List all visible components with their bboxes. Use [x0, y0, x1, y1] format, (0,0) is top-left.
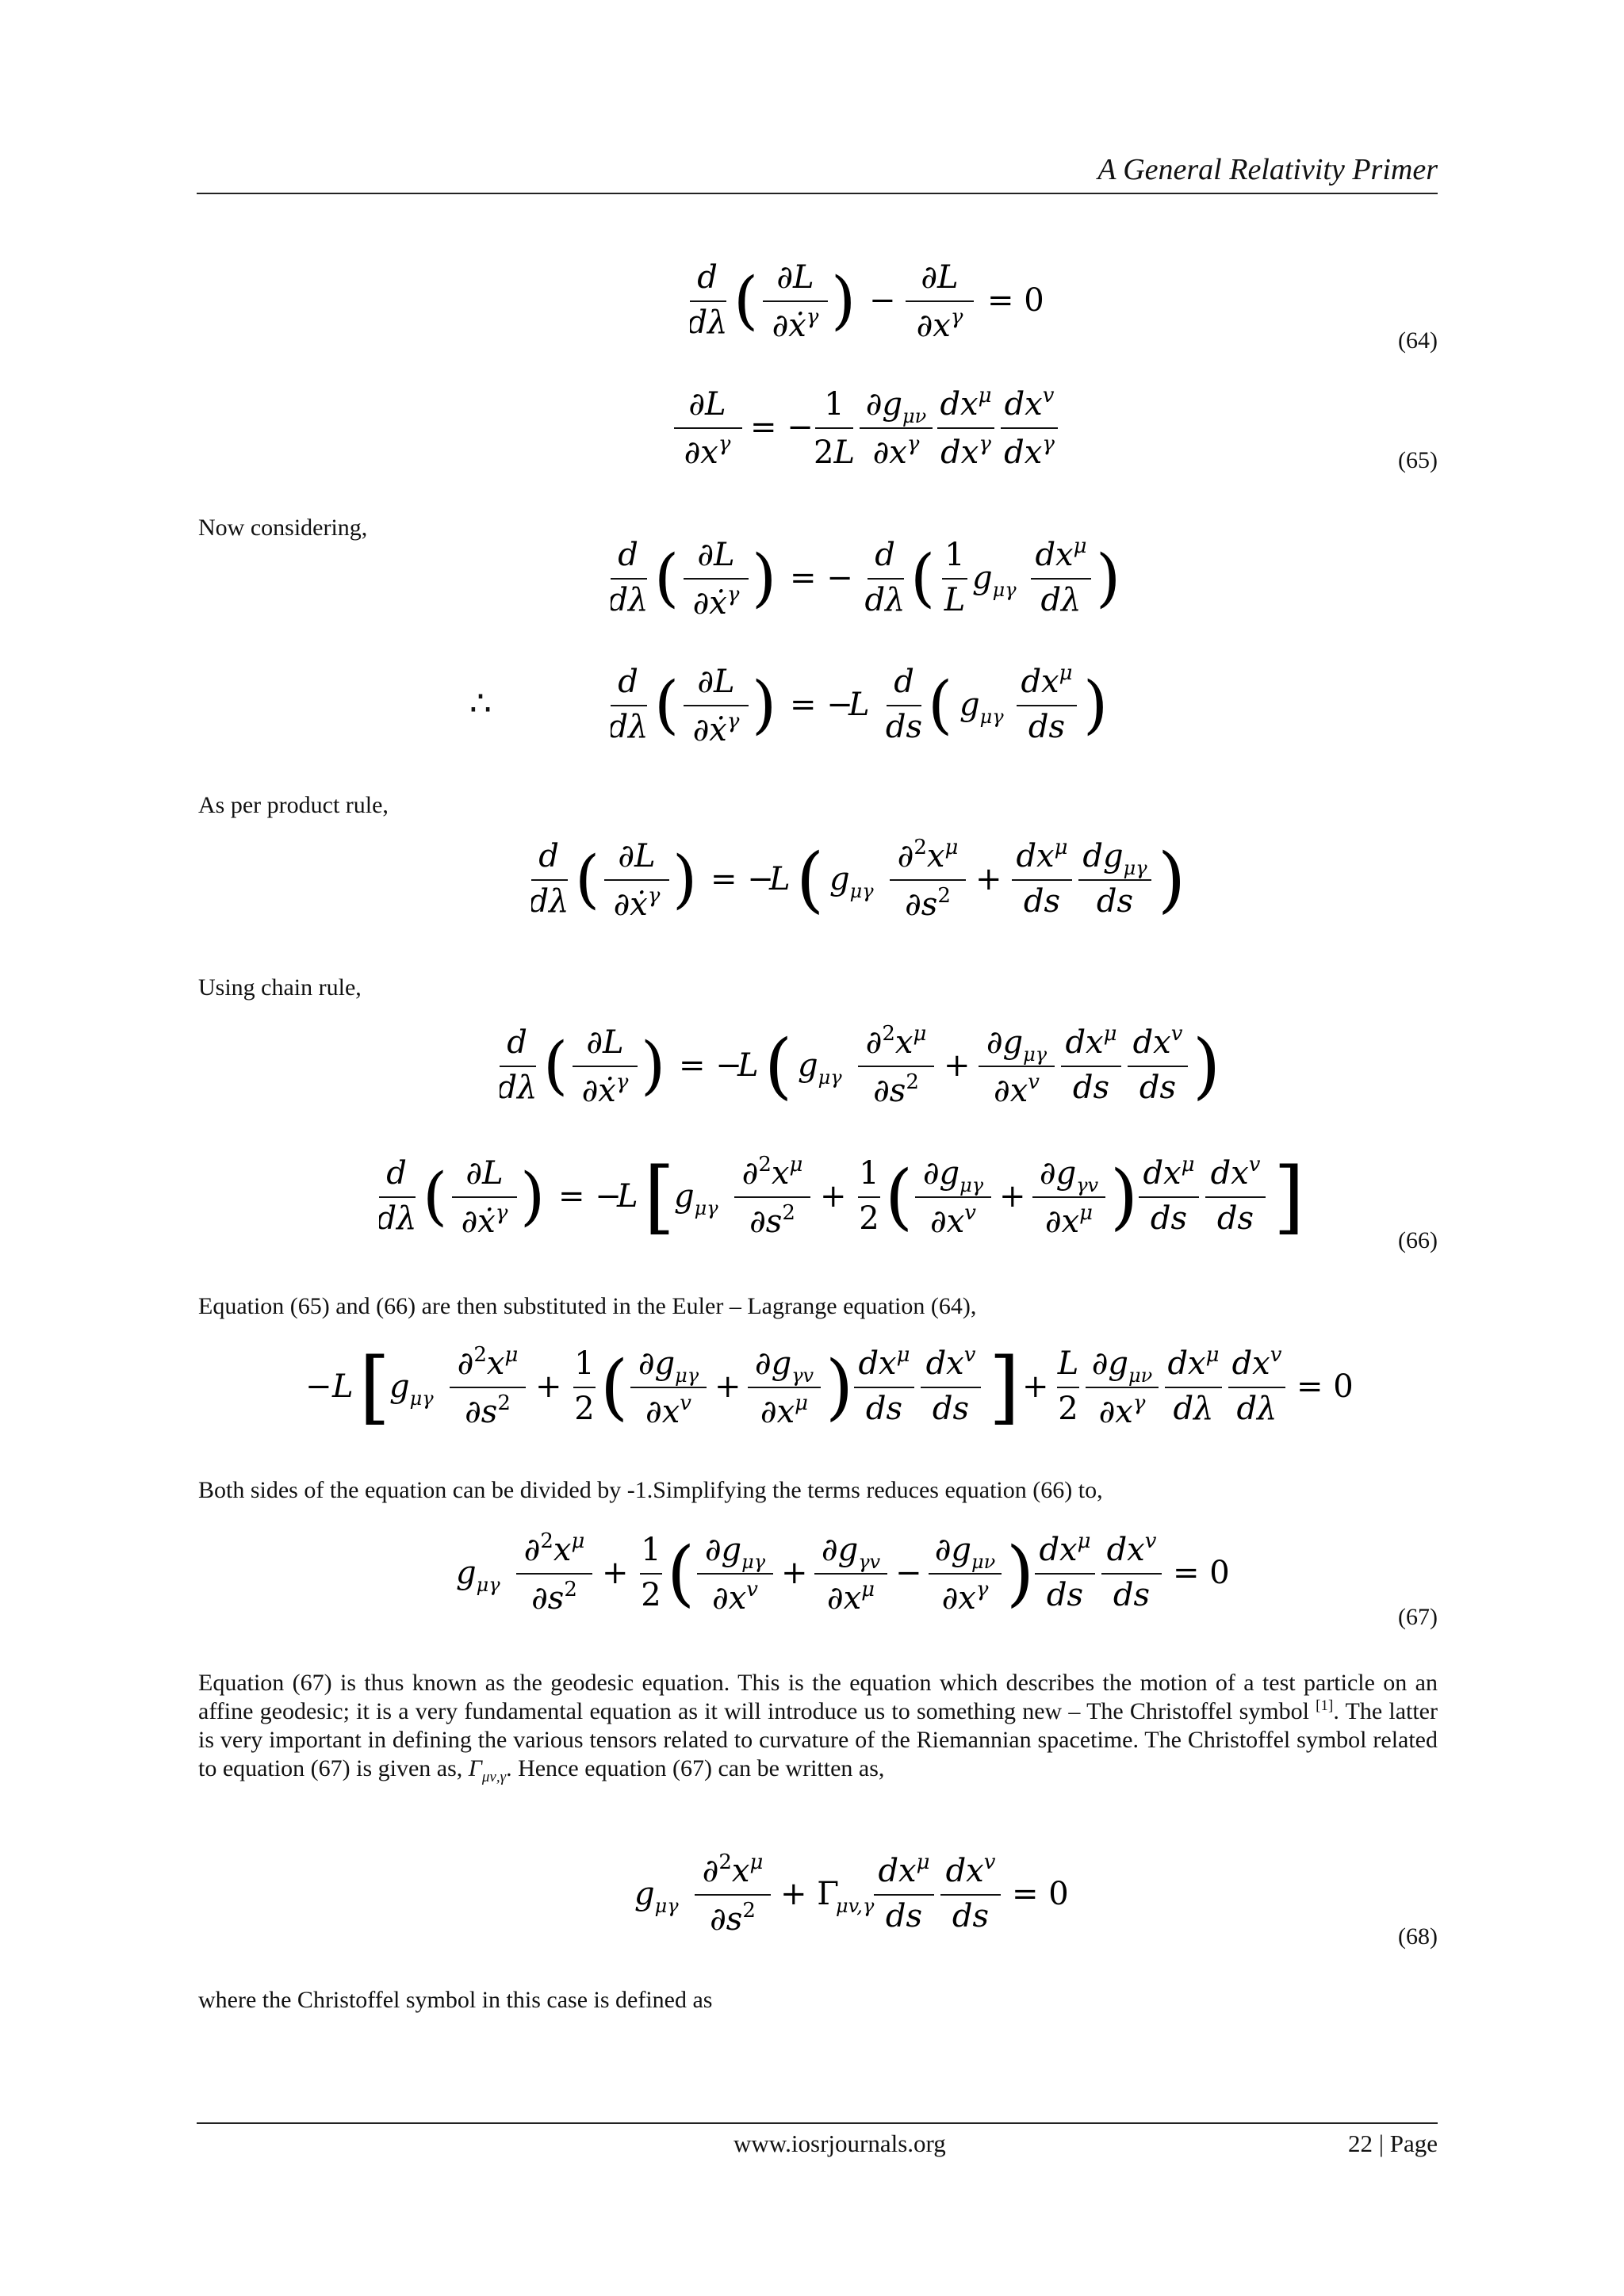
svg-text:ds: ds — [885, 1898, 923, 1934]
svg-text:∂xμ: $\partial x^\mu$ — [826, 1578, 875, 1617]
svg-text:+: + — [1022, 1368, 1049, 1405]
svg-text:+: + — [975, 861, 1002, 897]
svg-text:gμγ: $g_{\mu\gamma}$ — [674, 1178, 718, 1219]
svg-text:+: + — [999, 1178, 1026, 1215]
therefore-symbol: ∴ — [469, 684, 492, 723]
svg-text:∂gμγ: $\partial g_{\mu\gamma}$ — [922, 1155, 984, 1196]
svg-text:): ) — [752, 668, 777, 741]
svg-text:∂ẋγ: ∂ẋ$^\gamma$ — [692, 583, 740, 622]
equation-67 — [456, 1526, 1281, 1645]
svg-text:): ) — [1083, 668, 1109, 741]
svg-text:ds: ds — [865, 1391, 903, 1427]
svg-text:∂s2: $\partial s^2$ — [531, 1578, 577, 1617]
svg-text:−: − — [895, 1555, 922, 1591]
svg-text:): ) — [752, 541, 777, 614]
svg-text:dxμ: $dx^\mu$ — [1039, 1529, 1091, 1568]
svg-text:): ) — [831, 263, 856, 337]
svg-text:∂s2: $\partial s^2$ — [710, 1899, 756, 1938]
svg-text:∂xγ: $\partial x^\gamma$ — [941, 1578, 989, 1617]
svg-text:gμγ: $g_{\mu\gamma}$ — [389, 1368, 434, 1410]
svg-text:= −: = − — [750, 409, 814, 446]
svg-text:dλ: dλ — [1040, 582, 1082, 618]
svg-text:(: ( — [764, 1024, 793, 1108]
equation-64 — [690, 254, 1071, 357]
svg-text:∂xγ: $\partial x^\gamma$ — [916, 305, 963, 344]
svg-text:∂xγ: $\partial x^\gamma$ — [684, 432, 731, 471]
svg-text:+: + — [535, 1368, 562, 1405]
svg-text:dxμ: $dx^\mu$ — [858, 1343, 910, 1382]
svg-text:2: 2 — [859, 1200, 879, 1237]
svg-text:∂L: ∂L — [688, 386, 726, 423]
svg-text:): ) — [1193, 1024, 1221, 1108]
svg-text:dxμ: $dx^\mu$ — [1035, 534, 1087, 573]
svg-text:d: d — [618, 537, 638, 573]
running-title: A General Relativity Primer — [1097, 153, 1438, 186]
footer-rule — [197, 2122, 1438, 2124]
svg-text:∂ẋγ: ∂ẋ$^\gamma$ — [772, 305, 819, 344]
svg-text:2: 2 — [641, 1577, 661, 1613]
svg-text:= 0: = 0 — [1012, 1876, 1069, 1912]
svg-text:∂2xμ: $\partial^2x^\mu$ — [741, 1153, 803, 1192]
svg-text:∂L: ∂L — [618, 838, 656, 874]
svg-text:∂L: ∂L — [776, 259, 814, 296]
svg-text:∂gμν: $\partial g_{\mu\nu}$ — [934, 1532, 996, 1573]
svg-text:L: L — [737, 1047, 759, 1084]
svg-text:+: + — [820, 1178, 847, 1215]
svg-text:∂xγ: $\partial x^\gamma$ — [1098, 1391, 1146, 1430]
svg-text:(: ( — [543, 1028, 569, 1102]
svg-text:1: 1 — [859, 1155, 879, 1192]
svg-text:+: + — [781, 1555, 808, 1591]
svg-text:ds: ds — [932, 1391, 970, 1427]
text-geodesic-paragraph — [198, 1669, 1438, 1792]
svg-text:d: d — [618, 664, 638, 700]
text-where-christoffel: where the Christoffel symbol in this case is defined as — [198, 1987, 713, 2013]
geodesic-text-part1: Equation (67) is thus known as the geodesic equation. This is the equation which describes the motion of a test particle on an affine geodesic; it is a very fundamental equation as it will introduce us to something new – The Christoffel symbol — [198, 1670, 1438, 1724]
svg-text:): ) — [520, 1159, 546, 1233]
svg-text:= 0: = 0 — [1297, 1368, 1354, 1405]
svg-text:): ) — [1096, 541, 1121, 614]
svg-text:L: L — [617, 1178, 638, 1215]
svg-text:dλ: dλ — [1236, 1391, 1277, 1427]
svg-text:L: L — [944, 582, 966, 618]
svg-text:∂2xμ: $\partial^2x^\mu$ — [457, 1343, 519, 1382]
svg-text:(: ( — [575, 842, 600, 916]
svg-text:∂ẋγ: ∂ẋ$^\gamma$ — [692, 710, 740, 748]
svg-text:dxμ: $dx^\mu$ — [1021, 661, 1073, 700]
svg-text:∂s2: $\partial s^2$ — [873, 1070, 919, 1109]
text-substituted: Equation (65) and (66) are then substituted in the Euler – Lagrange equation (64), — [198, 1293, 977, 1319]
svg-text:∂xv: $\partial x^v$ — [994, 1070, 1040, 1109]
svg-text:dxv: $dx^v$ — [1132, 1022, 1183, 1061]
svg-text:dxμ: $dx^\mu$ — [940, 384, 992, 423]
svg-text:∂L: ∂L — [586, 1024, 624, 1061]
svg-text:dλ: dλ — [690, 304, 728, 341]
svg-text:[: [ — [359, 1341, 391, 1433]
svg-text:(: ( — [654, 668, 680, 741]
svg-text:]: ] — [989, 1341, 1021, 1433]
svg-text:dxγ: $dx^\gamma$ — [940, 432, 991, 471]
svg-text:(: ( — [885, 1155, 914, 1238]
svg-text:dλ: dλ — [864, 582, 906, 618]
svg-text:dxμ: $dx^\mu$ — [1143, 1153, 1195, 1192]
svg-text:ds: ds — [885, 709, 923, 745]
svg-text:1: 1 — [944, 537, 965, 573]
svg-text:∂gγv: $\partial g_{\gamma v}$ — [1039, 1155, 1099, 1196]
equation-68 — [634, 1847, 1126, 1958]
svg-text:dxv: $dx^v$ — [1210, 1153, 1261, 1192]
svg-text:): ) — [1006, 1532, 1035, 1615]
svg-text:+: + — [602, 1555, 629, 1591]
svg-text:d: d — [538, 838, 559, 874]
svg-text:∂gμγ: $\partial g_{\mu\gamma}$ — [638, 1345, 699, 1387]
svg-text:∂2xμ: $\partial^2x^\mu$ — [702, 1850, 764, 1889]
svg-text:1: 1 — [824, 386, 845, 423]
svg-text:∂ẋγ: ∂ẋ$^\gamma$ — [581, 1070, 629, 1109]
svg-text:d: d — [507, 1024, 527, 1061]
svg-text:∂gμγ: $\partial g_{\mu\gamma}$ — [704, 1532, 766, 1573]
svg-text:ds: ds — [1139, 1070, 1177, 1106]
svg-text:= 0: = 0 — [987, 282, 1044, 319]
svg-text:1: 1 — [574, 1345, 595, 1382]
svg-text:∂xμ: $\partial x^\mu$ — [1044, 1201, 1094, 1240]
svg-text:∂L: ∂L — [697, 537, 735, 573]
svg-text:dxv: $dx^v$ — [1106, 1529, 1157, 1568]
svg-text:dxμ: $dx^\mu$ — [1167, 1343, 1220, 1382]
equation-number-66: (66) — [1398, 1227, 1438, 1253]
svg-text:= −: = − — [790, 687, 853, 723]
svg-text:∂gγv: $\partial g_{\gamma v}$ — [821, 1532, 881, 1573]
svg-text:+: + — [714, 1368, 741, 1405]
geodesic-text-part3: . Hence equation (67) can be written as, — [506, 1755, 885, 1781]
svg-text:∂2xμ: $\partial^2x^\mu$ — [897, 836, 959, 874]
text-divided: Both sides of the equation can be divided by -1.Simplifying the terms reduces equation (66) to, — [198, 1477, 1103, 1503]
svg-text:dxv: $dx^v$ — [1231, 1343, 1282, 1382]
svg-text:+ Γ: + Γ — [780, 1876, 839, 1912]
svg-text:dλ: dλ — [379, 1200, 417, 1237]
svg-text:∂s2: $\partial s^2$ — [905, 884, 951, 923]
equation-therefore — [611, 658, 1134, 761]
footer-website-link[interactable]: www.iosrjournals.org — [733, 2130, 946, 2157]
equation-65 — [674, 381, 1086, 476]
svg-text:(: ( — [910, 541, 936, 614]
svg-text:∂gμν: $\partial g_{\mu\nu}$ — [865, 386, 927, 427]
svg-text:dxμ: $dx^\mu$ — [878, 1850, 930, 1889]
equation-chain-rule — [500, 1019, 1245, 1130]
svg-text:∂xv: $\partial x^v$ — [930, 1201, 976, 1240]
svg-text:): ) — [1158, 838, 1186, 921]
svg-text:L: L — [332, 1368, 354, 1405]
svg-text:= −: = − — [558, 1178, 622, 1215]
svg-text:∂gγv: $\partial g_{\gamma v}$ — [754, 1345, 814, 1387]
equation-number-64: (64) — [1398, 327, 1438, 354]
equation-66 — [379, 1150, 1331, 1269]
svg-text:dxμ: $dx^\mu$ — [1016, 836, 1068, 874]
svg-text:dxγ: $dx^\gamma$ — [1004, 432, 1055, 471]
equation-number-67: (67) — [1398, 1604, 1438, 1630]
svg-text:dxv: $dx^v$ — [1004, 384, 1055, 423]
svg-text:(: ( — [654, 541, 680, 614]
svg-text:dxμ: $dx^\mu$ — [1065, 1022, 1117, 1061]
svg-text:∂xv: $\partial x^v$ — [712, 1578, 758, 1617]
svg-text:dλ: dλ — [500, 1070, 538, 1106]
svg-text:dλ: dλ — [611, 709, 649, 745]
svg-text:= 0: = 0 — [1173, 1555, 1230, 1591]
svg-text:= −: = − — [790, 560, 853, 596]
svg-text:2: 2 — [1058, 1391, 1078, 1427]
svg-text:(: ( — [733, 263, 759, 337]
text-chain-rule: Using chain rule, — [198, 974, 362, 1001]
svg-text:∂xγ: $\partial x^\gamma$ — [872, 432, 920, 471]
svg-text:∂s2: $\partial s^2$ — [465, 1391, 511, 1430]
svg-text:∂gμν: $\partial g_{\mu\nu}$ — [1091, 1345, 1153, 1387]
svg-text:−: − — [305, 1368, 332, 1405]
svg-text:d: d — [894, 664, 914, 700]
svg-text:∂gμγ: $\partial g_{\mu\gamma}$ — [986, 1024, 1048, 1066]
svg-text:(: ( — [667, 1532, 695, 1615]
svg-text:ds: ds — [1023, 883, 1061, 920]
svg-text:): ) — [641, 1028, 666, 1102]
svg-text:ds: ds — [1113, 1577, 1151, 1613]
svg-text:gμγ: $g_{\mu\gamma}$ — [972, 560, 1017, 601]
svg-text:L: L — [848, 687, 870, 723]
footer-page-number: 22 | Page — [1348, 2130, 1438, 2157]
svg-text:ds: ds — [1072, 1070, 1110, 1106]
svg-text:dλ: dλ — [611, 582, 649, 618]
svg-text:L: L — [769, 861, 791, 897]
geodesic-text-part2: . The latter is very important in defining the various tensors related to curvature of the Riemannian spacetime. The Christoffel symbol related to equation (67) is given as, — [198, 1698, 1438, 1781]
svg-text:ds: ds — [952, 1898, 990, 1934]
svg-text:[: [ — [644, 1150, 676, 1243]
christoffel-symbol-inline: $\Gamma_{\mu\nu,\gamma}$ — [468, 1755, 507, 1785]
text-product-rule: As per product rule, — [198, 792, 389, 818]
svg-text:gμγ: $g_{\mu\gamma}$ — [829, 861, 874, 902]
header-rule — [197, 193, 1438, 194]
svg-text:2: 2 — [574, 1391, 595, 1427]
equation-substituted — [305, 1340, 1400, 1459]
svg-text:(: ( — [928, 668, 953, 741]
svg-text:dxv: $dx^v$ — [925, 1343, 976, 1382]
svg-text:ds: ds — [1028, 709, 1066, 745]
svg-text:): ) — [825, 1345, 854, 1429]
svg-text:ds: ds — [1046, 1577, 1084, 1613]
equation-number-68: (68) — [1398, 1923, 1438, 1950]
text-now-considering: Now considering, — [198, 515, 368, 541]
svg-text:L: L — [1057, 1345, 1079, 1382]
svg-text:∂L: ∂L — [697, 664, 735, 700]
svg-text:dλ: dλ — [531, 883, 569, 920]
svg-text:∂L: ∂L — [921, 259, 959, 296]
svg-text:∂xv: $\partial x^v$ — [645, 1391, 691, 1430]
svg-text:∂s2: $\partial s^2$ — [749, 1201, 795, 1240]
svg-text:= −: = − — [710, 861, 774, 897]
svg-text:d: d — [386, 1155, 407, 1192]
svg-text:2L: 2L — [813, 434, 856, 471]
svg-text:gμγ: $g_{\mu\gamma}$ — [634, 1876, 679, 1917]
svg-text:dλ: dλ — [1173, 1391, 1214, 1427]
svg-text:(: ( — [600, 1345, 629, 1429]
svg-text:+: + — [944, 1047, 971, 1084]
svg-text:∂2xμ: $\partial^2x^\mu$ — [523, 1529, 585, 1568]
svg-text:∂ẋγ: ∂ẋ$^\gamma$ — [461, 1201, 508, 1240]
svg-text:∂L: ∂L — [465, 1155, 504, 1192]
svg-text:d: d — [697, 259, 718, 296]
svg-text:= −: = − — [679, 1047, 742, 1084]
svg-text:∂ẋγ: ∂ẋ$^\gamma$ — [613, 884, 661, 923]
svg-text:d: d — [875, 537, 895, 573]
svg-text:): ) — [1110, 1155, 1139, 1238]
svg-text:1: 1 — [641, 1532, 661, 1568]
svg-text:ds: ds — [1150, 1200, 1188, 1237]
svg-text:(: ( — [423, 1159, 448, 1233]
svg-text:(: ( — [796, 838, 825, 921]
svg-text:−: − — [869, 282, 896, 319]
equation-product-rule — [531, 832, 1213, 943]
citation-1[interactable]: [1] — [1316, 1697, 1334, 1714]
svg-text:dgμγ: $dg_{\mu\gamma}$ — [1082, 838, 1147, 879]
svg-text:∂2xμ: $\partial^2x^\mu$ — [865, 1022, 927, 1061]
svg-text:ds: ds — [1096, 883, 1134, 920]
svg-text:gμγ: $g_{\mu\gamma}$ — [456, 1555, 500, 1596]
svg-text:): ) — [672, 842, 698, 916]
svg-text:]: ] — [1274, 1150, 1305, 1243]
equation-number-65: (65) — [1398, 447, 1438, 473]
svg-text:ds: ds — [1216, 1200, 1254, 1237]
svg-text:gμγ: $g_{\mu\gamma}$ — [959, 687, 1004, 728]
equation-now-considering — [611, 531, 1134, 634]
svg-text:gμγ: $g_{\mu\gamma}$ — [798, 1047, 842, 1089]
svg-text:dxv: $dx^v$ — [945, 1850, 996, 1889]
svg-text:μv,γ: μv,γ — [836, 1895, 875, 1917]
svg-text:∂xμ: $\partial x^\mu$ — [760, 1391, 809, 1430]
